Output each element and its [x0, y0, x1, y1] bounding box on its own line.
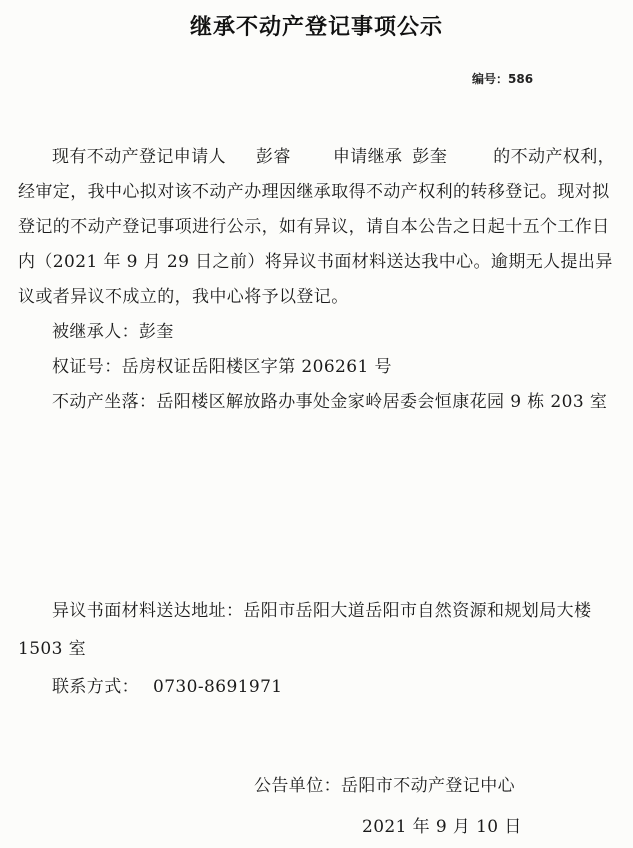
phone-line	[18, 668, 622, 706]
paragraph-of: 的	[493, 147, 511, 167]
certificate-label: 权证号：	[52, 357, 122, 377]
serial-number	[472, 70, 533, 87]
notice-body	[18, 140, 622, 420]
certificate-line	[18, 350, 622, 385]
phone-value: 0730-8691971	[153, 677, 283, 697]
issuer-label: 公告单位：	[254, 776, 341, 796]
contact-block	[18, 592, 622, 706]
location-value: 岳阳楼区解放路办事处金家岭居委会恒康花园 9 栋 203 室	[156, 392, 608, 412]
address-line	[18, 592, 622, 668]
main-paragraph	[18, 140, 622, 315]
address-label: 异议书面材料送达地址：	[52, 601, 244, 621]
serial-value: 586	[508, 72, 534, 86]
heir-label: 被继承人：	[52, 322, 139, 342]
certificate-value: 岳房权证岳阳楼区字第 206261 号	[121, 357, 392, 377]
location-line	[18, 385, 622, 420]
issuer-value: 岳阳市不动产登记中心	[341, 776, 515, 796]
paragraph-apply: 申请继承	[332, 147, 403, 167]
deceased-name: 彭奎	[412, 147, 448, 167]
location-label: 不动产坐落：	[52, 392, 157, 412]
phone-label: 联系方式：	[52, 677, 139, 697]
heir-line	[18, 315, 622, 350]
notice-date: 2021 年 9 月 10 日	[362, 817, 522, 837]
notice-title: 继承不动产登记事项公示	[189, 15, 443, 40]
address-value: 岳阳市岳阳大道岳阳市自然资源和规划局大楼 1503 室	[18, 601, 592, 659]
heir-value: 彭奎	[139, 322, 174, 342]
paragraph-rest: 不动产权利，经审定，我中心拟对该不动产办理因继承取得不动产权利的转移登记。现对拟登记的不动产登记事项进行公示，如有异议，请自本公告之日起十五个工作日内（2021 年 9 月 29 日之前）将异议书面材料送达我中心。逾期无人提出异议或者异议不成立的，我中心将予以登记。	[18, 147, 616, 307]
signature-block	[254, 766, 522, 848]
serial-label: 编号：	[472, 72, 509, 86]
issuer-line	[254, 766, 522, 807]
paragraph-intro: 现有不动产登记申请人	[52, 147, 226, 167]
applicant-name: 彭睿	[256, 147, 291, 167]
